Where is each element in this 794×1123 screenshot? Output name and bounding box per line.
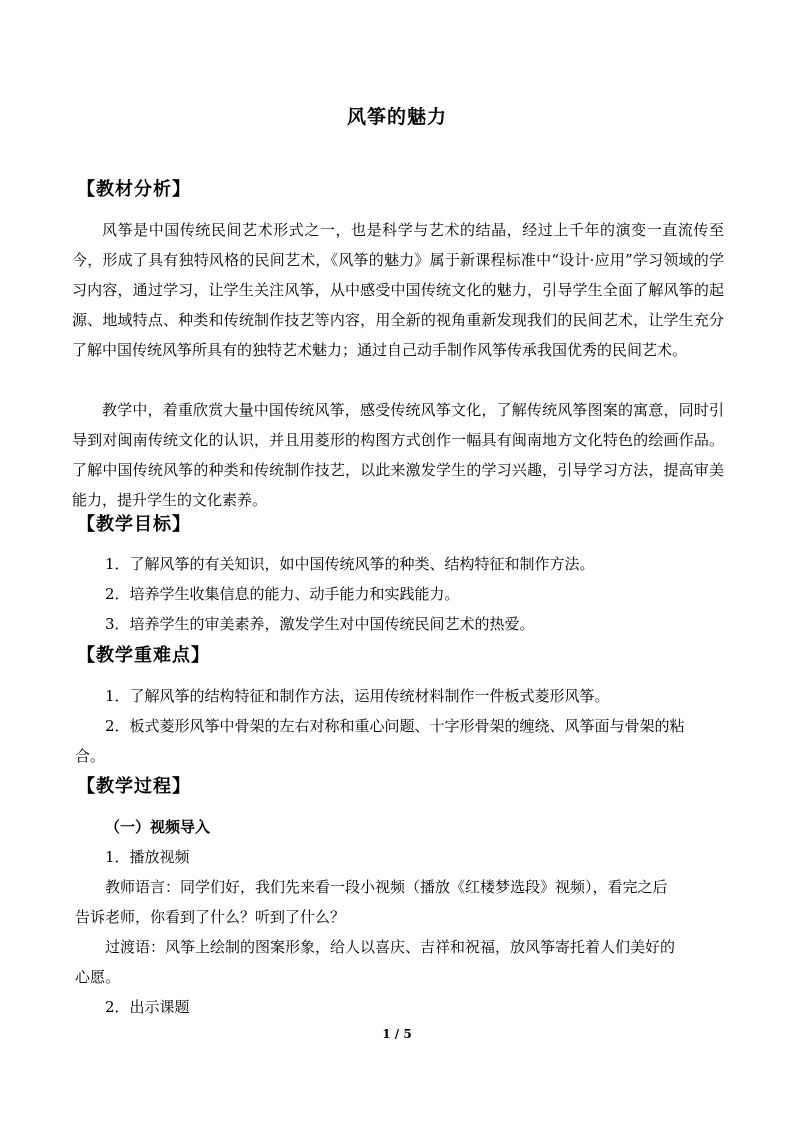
heading-analysis: 【教材分析】 bbox=[77, 179, 191, 200]
heading-process: 【教学过程】 bbox=[77, 776, 191, 797]
keypoint-item-1: 1．了解风筝的结构特征和制作方法，运用传统材料制作一件板式菱形风筝。 bbox=[105, 687, 610, 705]
process-subheading-video-intro: （一）视频导入 bbox=[105, 818, 211, 836]
document-title: 风筝的魅力 bbox=[346, 106, 447, 128]
goal-item-1: 1．了解风筝的有关知识，如中国传统风筝的种类、结构特征和制作方法。 bbox=[105, 555, 595, 573]
page-number: 1 / 5 bbox=[382, 1027, 412, 1041]
keypoint-item-2-line-2: 合。 bbox=[75, 747, 106, 765]
goal-item-2: 2．培养学生收集信息的能力、动手能力和实践能力。 bbox=[105, 585, 460, 603]
keypoint-item-2-line-1: 2．板式菱形风筝中骨架的左右对称和重心问题、十字形骨架的缠绕、风筝面与骨架的粘 bbox=[105, 717, 685, 735]
transition-line-1: 过渡语：风筝上绘制的图案形象，给人以喜庆、吉祥和祝福，放风筝寄托着人们美好的 bbox=[105, 938, 676, 956]
goal-item-3: 3．培养学生的审美素养，激发学生对中国传统民间艺术的热爱。 bbox=[105, 615, 535, 633]
analysis-paragraph-1: 风筝是中国传统民间艺术形式之一，也是科学与艺术的结晶，经过上千年的演变一直流传至今，形成了具有独特风格的民间艺术，《风筝的魅力》属于新课程标准中“设计·应用”学习领域的学习内容，通过学习，让学生关注风筝，从中感受中国传统文化的魅力，引导学生全面了解风筝的起源、地域特点、种类和传统制作技艺等内容，用全新的视角重新发现我们的民间艺术，让学生充分了解中国传统风筝所具有的独特艺术魅力；通过自己动手制作风筝传承我国优秀的民间艺术。 bbox=[72, 221, 724, 359]
teacher-speech-line-1: 教师语言：同学们好，我们先来看一段小视频（播放《红楼梦选段》视频），看完之后 bbox=[105, 878, 668, 896]
analysis-paragraph-2: 教学中，着重欣赏大量中国传统风筝，感受传统风筝文化，了解传统风筝图案的寓意，同时引导到对闽南传统文化的认识，并且用菱形的构图方式创作一幅具有闽南地方文化特色的绘画作品。了解中国传统风筝的种类和传统制作技艺，以此来激发学生的学习兴趣，引导学习方法，提高审美能力，提升学生的文化素养。 bbox=[72, 401, 724, 509]
transition-line-2: 心愿。 bbox=[75, 968, 121, 986]
teacher-speech-line-2: 告诉老师，你看到了什么？听到了什么？ bbox=[75, 908, 346, 926]
heading-keypoints: 【教学重难点】 bbox=[77, 645, 210, 666]
process-step-2: 2．出示课题 bbox=[105, 998, 190, 1016]
process-step-1: 1．播放视频 bbox=[105, 848, 190, 866]
heading-goals: 【教学目标】 bbox=[77, 514, 191, 535]
